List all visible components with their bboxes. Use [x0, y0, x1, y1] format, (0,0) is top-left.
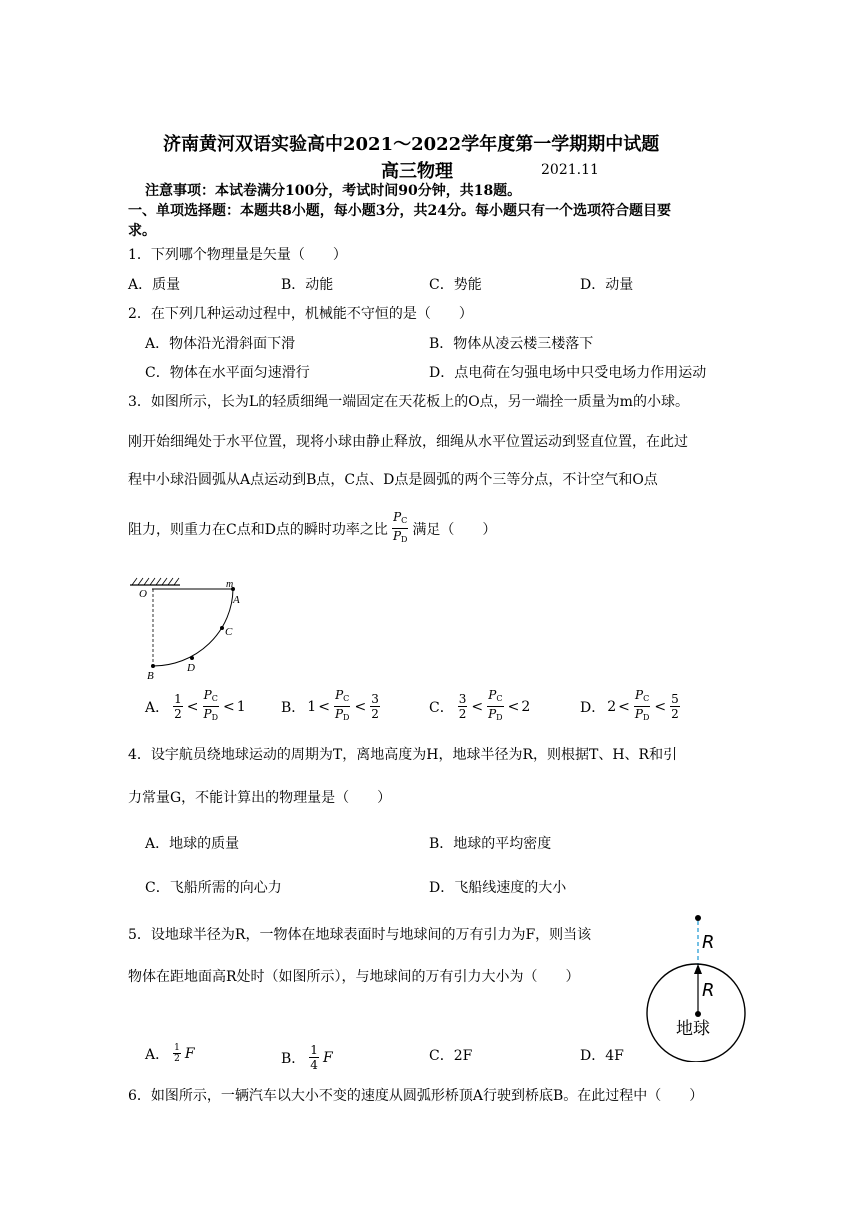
q5-line-1: 5．设地球半径为R，一物体在地球表面时与地球间的万有引力为F，则当该	[128, 927, 592, 943]
exam-notice: 注意事项：本试卷满分100分，考试时间90分钟，共18题。	[145, 183, 522, 199]
q5-option-c: C．2F	[429, 1048, 473, 1064]
q6-line-1: 6．如图所示，一辆汽车以大小不变的速度从圆弧形桥顶A行驶到桥底B。在此过程中（ ）	[128, 1088, 704, 1104]
label-b: B	[147, 670, 154, 682]
q4-option-c: C．飞船所需的向心力	[145, 880, 282, 896]
label-a: A	[233, 594, 240, 606]
q5-figure	[640, 910, 752, 1062]
section-heading: 一、单项选择题：本题共8小题，每小题3分，共24分。每小题只有一个选项符合题目要	[128, 203, 671, 219]
section-heading-cont: 求。	[128, 223, 156, 239]
exam-subject: 高三物理	[381, 161, 453, 182]
q4-line-1: 4．设宇航员绕地球运动的周期为T，离地高度为H，地球半径为R，则根据T、H、R和引	[128, 747, 678, 763]
q3-line-4	[128, 510, 496, 547]
q3-option-d: D． 2 < $\frac{P_C}{P_D}$ < $\frac{5}{2}$	[580, 688, 679, 722]
q5-option-b: B． $\frac{1}{4}$ F	[281, 1043, 333, 1072]
label-r-outer: R	[702, 932, 715, 953]
label-r-inner: R	[702, 980, 715, 1001]
label-c: C	[225, 626, 233, 638]
q5-option-a: A． $\frac{1}{2}$ F	[145, 1043, 195, 1064]
exam-date: 2021.11	[541, 162, 599, 178]
q3-line-2: 刚开始细绳处于水平位置，现将小球由静止释放，细绳从水平位置运动到竖直位置，在此过	[128, 434, 688, 450]
q3-line-3: 程中小球沿圆弧从A点运动到B点，C点、D点是圆弧的两个三等分点，不计空气和O点	[128, 472, 658, 488]
q3-line-1: 3．如图所示，长为L的轻质细绳一端固定在天花板上的O点，另一端拴一质量为m的小球。	[128, 394, 689, 410]
q3-figure	[125, 573, 255, 683]
q5-line-2: 物体在距地面高R处时（如图所示），与地球间的万有引力大小为（ ）	[128, 969, 580, 985]
q3-line-4-post: 满足（ ）	[412, 521, 497, 538]
q3-option-b: B． 1 < $\frac{P_C}{P_D}$ < $\frac{3}{2}$	[281, 688, 379, 722]
q1-option-a: A．质量	[128, 277, 181, 293]
q3-ratio: $\frac{P_C}{P_D}$	[392, 510, 408, 544]
q4-option-a: A．地球的质量	[145, 836, 240, 852]
q2-stem: 2．在下列几种运动过程中，机械能不守恒的是（ ）	[128, 306, 473, 322]
q3-line-4-pre: 阻力，则重力在C点和D点的瞬时功率之比	[128, 521, 388, 538]
label-d: D	[187, 662, 195, 674]
q2-option-c: C．物体在水平面匀速滑行	[145, 365, 310, 381]
q3-option-c: C． $\frac{3}{2}$ < $\frac{P_C}{P_D}$ < 2	[429, 688, 531, 722]
q1-option-b: B．动能	[281, 277, 334, 293]
label-earth: 地球	[676, 1019, 710, 1039]
q1-option-c: C．势能	[429, 277, 482, 293]
label-m: m	[226, 579, 234, 590]
q2-option-d: D．点电荷在匀强电场中只受电场力作用运动	[429, 365, 707, 381]
q4-option-d: D．飞船线速度的大小	[429, 880, 567, 896]
exam-title: 济南黄河双语实验高中2021～2022学年度第一学期期中试题	[163, 134, 660, 155]
q1-stem: 1．下列哪个物理量是矢量（ ）	[128, 247, 347, 263]
q2-option-b: B．物体从凌云楼三楼落下	[429, 336, 594, 352]
q4-option-b: B．地球的平均密度	[429, 836, 552, 852]
q4-line-2: 力常量G，不能计算出的物理量是（ ）	[128, 790, 392, 806]
q3-option-a: A． $\frac{1}{2}$ < $\frac{P_C}{P_D}$ < 1	[145, 688, 246, 722]
q5-option-d: D．4F	[580, 1048, 624, 1064]
q2-option-a: A．物体沿光滑斜面下滑	[145, 336, 296, 352]
q1-option-d: D．动量	[580, 277, 634, 293]
label-o: O	[139, 588, 147, 600]
